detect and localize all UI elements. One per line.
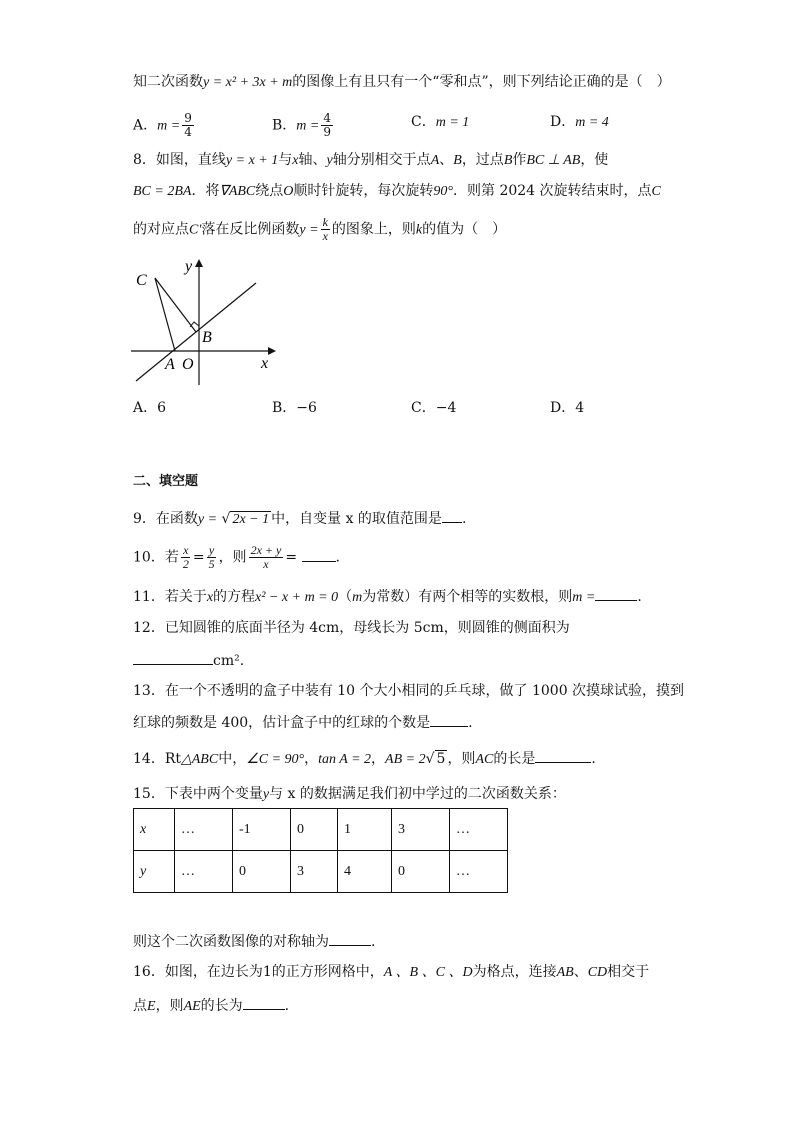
fraction: [182, 112, 194, 139]
q7-function: y = x² + 3x + m: [203, 75, 293, 90]
text: .: [461, 511, 467, 527]
text: 落在反比例函数: [201, 221, 300, 238]
text: 的长为: [200, 998, 243, 1014]
section-heading: 二、填空题: [133, 474, 199, 489]
math: ∇ABC: [219, 184, 256, 199]
text: ，则: [218, 549, 247, 566]
text: =: [285, 549, 298, 566]
option-label: C．: [411, 114, 436, 130]
math: y =: [197, 512, 218, 527]
table-cell: y: [134, 851, 175, 893]
denominator: x: [263, 557, 269, 571]
math: BC = 2BA: [133, 184, 192, 199]
table-cell: 0: [392, 851, 450, 893]
text: 的值为（ ）: [422, 221, 507, 238]
q7-stem: [133, 72, 671, 93]
text: 14．Rt: [133, 751, 181, 767]
text: 轴分别相交于点: [332, 152, 431, 168]
table-cell: 3: [392, 809, 450, 851]
math: C′: [189, 222, 202, 238]
math: C: [651, 184, 661, 199]
option-var: m =: [296, 118, 320, 134]
q8-option-d: D．4: [550, 400, 585, 416]
math: 1: [262, 964, 272, 980]
text: ，则: [447, 751, 476, 767]
q11-answer-blank[interactable]: [595, 586, 637, 601]
text: 的长是: [493, 751, 536, 767]
table-row: [134, 809, 508, 851]
option-label: B．: [272, 117, 297, 134]
q7-option-b: [272, 112, 335, 139]
text: 绕点: [255, 183, 284, 199]
math: y =: [299, 222, 319, 238]
text: 、: [439, 152, 454, 168]
text: 轴、: [298, 152, 327, 168]
q9-answer-blank[interactable]: [442, 508, 462, 523]
text: 作: [512, 152, 527, 168]
q8-option-a: A．6: [133, 400, 167, 416]
q10: [133, 544, 340, 571]
q8-line-1: [133, 150, 608, 171]
label-b: B: [202, 329, 212, 346]
q15-question: [133, 931, 375, 952]
q14: 14．Rt△ABC中，∠C = 90°，tan A = 2，AB = 2√ 5 ，则AC的长是 .: [133, 748, 596, 770]
y-axis-arrow: [195, 259, 203, 267]
triangle-abc: [155, 278, 196, 351]
math: y = x + 1: [225, 153, 279, 168]
fraction: [321, 216, 330, 243]
q12-line-1: 12．已知圆锥的底面半径为 4cm，母线长为 5cm，则圆锥的侧面积为: [133, 620, 570, 636]
text: .: [371, 934, 376, 950]
text: 8．如图，直线: [133, 152, 226, 168]
q10-answer-blank[interactable]: [302, 547, 336, 562]
text: ，则: [155, 998, 184, 1014]
denominator: x: [322, 229, 328, 243]
q7-option-d: [550, 112, 609, 133]
q13-line-1: 13．在一个不透明的盒子中装有 10 个大小相同的乒乓球，做了 1000 次摸球试验，摸到: [133, 683, 685, 699]
table-row: [134, 851, 508, 893]
math: A: [430, 153, 440, 168]
table-cell: …: [450, 851, 508, 893]
denominator: 9: [323, 125, 331, 139]
math: ∠C = 90°: [246, 752, 305, 767]
q12-line-2: [133, 650, 244, 671]
math: CD: [587, 965, 608, 980]
math: AC: [475, 752, 494, 767]
denominator: 2: [182, 557, 189, 571]
table-cell: 4: [338, 851, 392, 893]
fraction: [207, 544, 217, 571]
numerator: y: [208, 543, 215, 557]
table-cell: …: [175, 809, 233, 851]
text: .: [284, 998, 290, 1014]
q7-text-a: 知二次函数: [133, 74, 203, 90]
text: 点: [133, 998, 147, 1014]
text: 为常数）有两个相等的实数根，则: [362, 589, 573, 605]
text: =: [192, 549, 205, 566]
table-cell: 0: [291, 809, 338, 851]
text: ．将: [191, 183, 220, 199]
text: 中，自变量 x 的取值范围是: [271, 511, 442, 527]
text: 、: [573, 964, 588, 980]
q16-line-2: [133, 995, 289, 1017]
q8-option-b: B．−6: [272, 400, 317, 416]
math: m: [352, 590, 363, 605]
math: O: [283, 184, 294, 199]
label-o: O: [182, 356, 194, 373]
q7-option-c: [411, 112, 469, 133]
q7-option-a: [133, 112, 196, 139]
text: .: [335, 549, 340, 566]
q16-answer-blank[interactable]: [243, 995, 285, 1010]
text: 顺时针旋转，每次旋转: [293, 183, 434, 199]
numerator: k: [322, 215, 328, 229]
q12-answer-blank[interactable]: [133, 650, 213, 665]
math: E: [147, 999, 156, 1014]
math: m =: [572, 590, 596, 605]
text: 9．在函数: [133, 511, 198, 527]
table-cell: …: [450, 809, 508, 851]
q14-answer-blank[interactable]: [535, 748, 591, 763]
numerator: x: [183, 543, 189, 557]
q8-line-3: [133, 216, 506, 243]
math: y: [326, 153, 333, 168]
text: 10．若: [133, 549, 179, 566]
math: B: [503, 153, 513, 168]
text: 则这个二次函数图像的对称轴为: [133, 934, 329, 950]
text: （: [338, 589, 353, 605]
fraction: [181, 544, 191, 571]
text: 16．如图，在边长为: [133, 964, 263, 980]
q8-figure: [128, 255, 278, 390]
math: AB = 2: [385, 752, 426, 767]
label-x: x: [261, 355, 269, 372]
math: A 、B 、C 、: [383, 965, 463, 980]
math: x: [292, 153, 299, 168]
math: k: [415, 222, 423, 238]
denominator: 4: [184, 125, 192, 139]
q13-answer-blank[interactable]: [430, 712, 468, 727]
text: 15．下表中两个变量: [133, 786, 263, 802]
text: cm².: [213, 653, 245, 669]
math: x² − x + m = 0: [255, 590, 339, 605]
text: 的对应点: [133, 221, 189, 238]
q11: [133, 586, 642, 608]
q15-data-table: [133, 808, 508, 893]
text: 为格点，连接: [472, 964, 557, 980]
table-cell: x: [134, 809, 175, 851]
text: ，: [304, 751, 319, 767]
table-cell: 0: [233, 851, 291, 893]
text: 的图象上，则: [331, 221, 416, 238]
math: AB: [556, 965, 574, 980]
text: 相交于: [607, 964, 650, 980]
q7-text-b: 的图像上有且只有一个“零和点”，则下列结论正确的是（ ）: [292, 74, 671, 90]
math: △ABC: [180, 752, 219, 767]
text: 与 x 的数据满足我们初中学过的二次函数关系：: [269, 786, 566, 802]
q8-option-c: C．−4: [411, 400, 457, 416]
text: ，使: [580, 152, 609, 168]
text: .: [591, 751, 596, 767]
text: 11．若关于: [133, 589, 207, 605]
text: .: [637, 589, 642, 605]
fraction: [321, 112, 333, 139]
option-value: m = 4: [575, 115, 609, 130]
q15-answer-blank[interactable]: [329, 931, 371, 946]
q8-line-2: [133, 181, 661, 202]
table-cell: 1: [338, 809, 392, 851]
option-label: A．: [133, 117, 158, 134]
text: 红球的频数是 400，估计盒子中的红球的个数是: [133, 715, 431, 731]
numerator: 2x + y: [250, 543, 282, 557]
q13-line-2: [133, 712, 473, 733]
option-var: m =: [157, 118, 181, 134]
label-a: A: [165, 356, 175, 373]
text: 与: [278, 152, 293, 168]
text: ．则第 2024 次旋转结束时，点: [453, 183, 652, 199]
q16-line-1: [133, 962, 649, 983]
math: B: [453, 153, 462, 168]
option-label: D．: [550, 114, 576, 130]
text: ，: [371, 751, 386, 767]
label-c: C: [136, 272, 147, 289]
text: ，过点: [461, 152, 504, 168]
text: 的正方形网格中，: [271, 964, 384, 980]
numerator: 9: [184, 111, 192, 125]
math: AE: [183, 999, 201, 1014]
math: BC ⊥ AB: [526, 153, 581, 168]
denominator: 5: [208, 557, 215, 571]
math: y: [262, 787, 270, 802]
q15-line-1: [133, 784, 566, 805]
text: 的方程: [213, 589, 256, 605]
math: 90°: [433, 184, 453, 199]
table-cell: -1: [233, 809, 291, 851]
x-axis-arrow: [268, 347, 276, 355]
q9: 9．在函数y = √ 2x − 1 中，自变量 x 的取值范围是 .: [133, 508, 466, 530]
math: x: [206, 590, 214, 605]
math: D: [462, 965, 473, 980]
math: tan A = 2: [318, 752, 372, 767]
numerator: 4: [323, 111, 331, 125]
radicand: 2x − 1: [232, 512, 270, 527]
radicand: 5: [436, 751, 446, 767]
fraction: [249, 544, 284, 571]
option-value: m = 1: [435, 115, 470, 130]
text: 中，: [218, 751, 247, 767]
label-y: y: [185, 258, 193, 275]
table-cell: 3: [291, 851, 338, 893]
table-cell: …: [175, 851, 233, 893]
text: .: [468, 715, 473, 731]
